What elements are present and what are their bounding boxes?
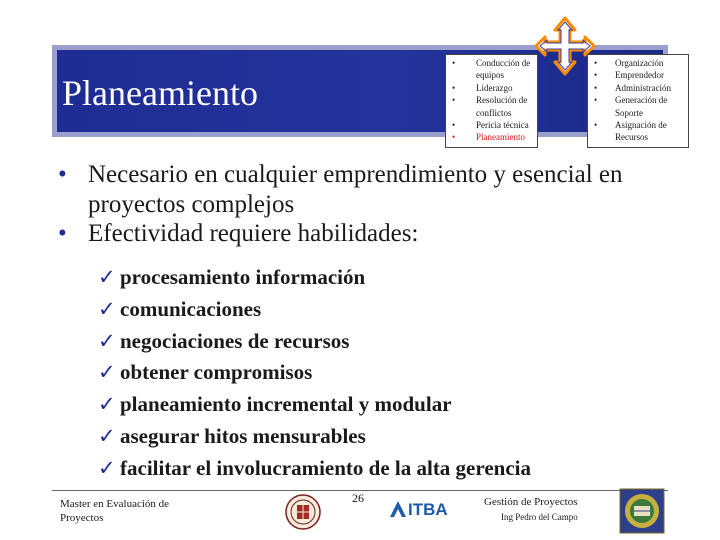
four-way-arrow-icon	[535, 16, 595, 76]
check-item: ✓ planeamiento incremental y modular	[98, 389, 698, 421]
skills-left-box	[445, 54, 538, 148]
skill-left-item: • Resolución de conflictos	[446, 94, 537, 119]
check-item: ✓ obtener compromisos	[98, 357, 698, 389]
skill-right-item: • Organización	[588, 57, 688, 69]
skill-right-item: • Administración	[588, 82, 688, 94]
bullet-item: • Efectividad requiere habilidades:	[58, 219, 698, 249]
check-item: ✓ procesamiento información	[98, 262, 698, 294]
main-bullets	[58, 160, 698, 249]
skill-left-item: • Liderazgo	[446, 82, 537, 94]
footer-subject: Gestión de Proyectos	[484, 496, 578, 508]
slide-title: Planeamiento	[62, 73, 258, 113]
skill-left-item: • Planeamiento	[446, 131, 537, 143]
itba-logo	[388, 497, 470, 521]
skill-right-item: • Asignación de Recursos	[588, 119, 688, 144]
footer-course: Master en Evaluación de Proyectos	[60, 498, 170, 524]
bullet-item: • Necesario en cualquier emprendimiento y esencial en proyectos complejos	[58, 160, 698, 219]
svg-text:ITBA: ITBA	[408, 500, 448, 519]
page-number: 26	[352, 491, 364, 505]
skill-right-item: • Generación de Soporte	[588, 94, 688, 119]
check-item: ✓ facilitar el involucramiento de la alta gerencia	[98, 453, 698, 485]
skill-right-item: • Emprendedor	[588, 69, 688, 81]
skill-left-item: • Pericia técnica	[446, 119, 537, 131]
check-item: ✓ asegurar hitos mensurables	[98, 421, 698, 453]
university-seal-icon	[285, 494, 321, 530]
skill-left-item: • Conducción de equipos	[446, 57, 537, 82]
check-item: ✓ comunicaciones	[98, 294, 698, 326]
skills-right-box	[587, 54, 689, 148]
footer-author: Ing Pedro del Campo	[501, 512, 578, 522]
skills-checklist	[98, 262, 698, 485]
check-item: ✓ negociaciones de recursos	[98, 326, 698, 358]
institution-crest-icon	[619, 488, 665, 534]
